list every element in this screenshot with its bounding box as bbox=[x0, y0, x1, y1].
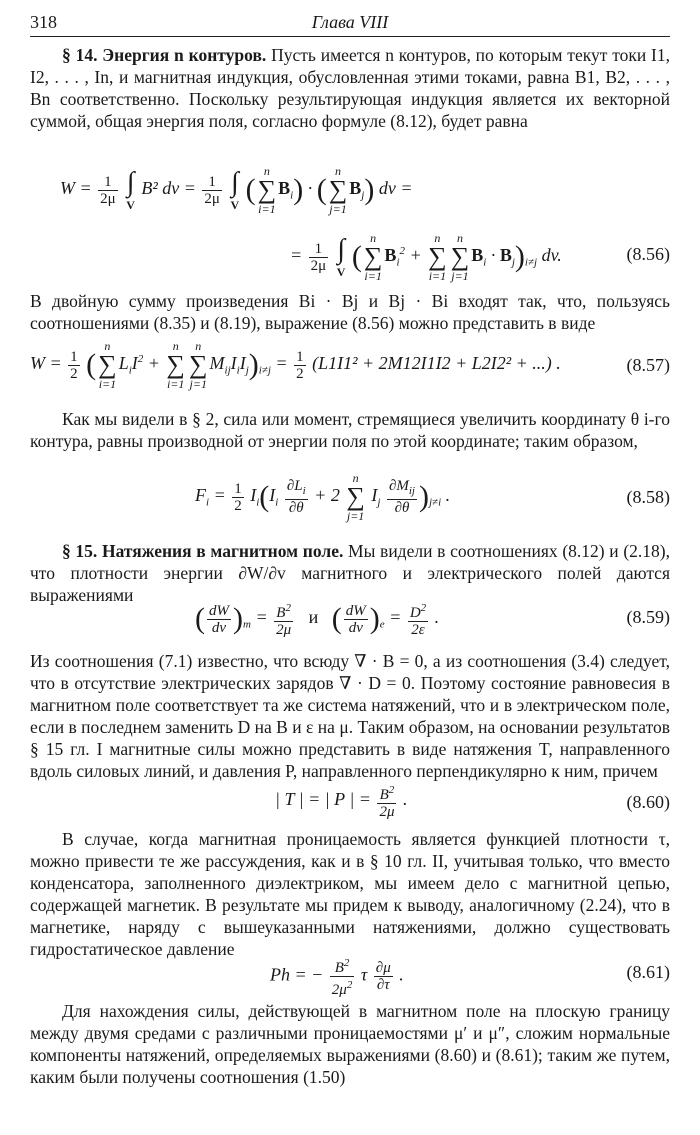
eq-number-8-57: (8.57) bbox=[626, 355, 670, 375]
eq856-middle: B² dv = bbox=[141, 178, 196, 199]
eq-number-8-56: (8.56) bbox=[626, 244, 670, 264]
eq-number-8-58: (8.58) bbox=[626, 487, 670, 507]
equation-8-59: ( $\frac{dW}{dv}$ )$_m$ = $\frac{B^2}{2\mu}$ и ( $\frac{dW}{dv}$ )$_e$ = $\frac{D^2}{2\varepsilon}$ . bbox=[195, 602, 440, 638]
page-number: 318 bbox=[30, 12, 57, 32]
section15-para2: Из соотношения (7.1) известно, что всюду ∇ · B = 0, а из соотношения (3.4) следует, что в отсутствие электрических зарядов ∇ · D = 0. Поэтому состояние равновесия в магнитном поле соответствует та же система натяжений, что и в электрическом поле, если в последнем заменить D на B и ε на μ. Таким образом, на основании результатов § 15 гл. I магнитные силы можно представить в виде натяжения T, направленного вдоль силовых линий, и давления P, направленного перпендикулярно к ним, причем bbox=[30, 651, 670, 781]
page-header bbox=[30, 10, 670, 37]
equation-8-56-line2: = $\frac{1}{2\mu}$ ∫ V ( n ∑ i=1 $B_i^2$ + n ∑ i=1 n ∑ j=1 $B_i \cdot B_j)_{i\ne j}$ dv. bbox=[290, 231, 562, 283]
section14-after-857: Как мы видели в § 2, сила или момент, стремящиеся увеличить координату θ i-го контура, равны производной от энергии поля по этой координате; таким образом, bbox=[30, 409, 670, 451]
section14-intro bbox=[30, 44, 670, 132]
section15-heading: § 15. Натяжения в магнитном поле. bbox=[62, 541, 344, 561]
section15-para4: Для нахождения силы, действующей в магнитном поле на плоскую границу между двумя средами с различными проницаемостями μ′ и μ″, сложим нормальные компоненты натяжений, определяемых выражениями (8.60) и (8.61); таким же путем, каким были получены соотношения (1.50) bbox=[30, 1001, 670, 1087]
section14-heading: § 14. Энергия n контуров. bbox=[62, 45, 267, 65]
section15-para3: В случае, когда магнитная проницаемость является функцией плотности τ, можно привести те же рассуждения, как и в § 10 гл. II, учитывая только, что вместо конденсатора, заполненного диэлектриком, мы имеем дело с магнитной цепью, содержащей магнетик. В результате мы придем к выводу, аналогичному (2.24), что в магнетике, наряду с вышеуказанными натяжениями, должно существовать гидростатическое давление bbox=[30, 829, 670, 959]
equation-8-58: $F_i$ = $\frac{1}{2}$ $I_i(I_i$ $\frac{\partial L_i}{\partial\theta}$ + 2 n ∑ j=1 $I_j$ $\frac{\partial M_{ij}}{\partial\theta}$ )$_{j\ne i}$ . bbox=[195, 471, 451, 523]
eq-number-8-60: (8.60) bbox=[626, 792, 670, 812]
eq859-and: и bbox=[308, 607, 319, 628]
section14-intro-text: Пусть имеется n контуров, по которым текут токи I1, I2, . . . , In, и магнитная индукция, обусловленная этими токами, равна B1, B2, . . . , Bn соответственно. Поскольку результирующая индукция является их векторной суммой, общая энергия поля, согласно формуле (8.12), будет равна bbox=[30, 45, 671, 131]
eq-number-8-61: (8.61) bbox=[626, 962, 670, 982]
equation-8-60: | T | = | P | = $\frac{B^2}{2\mu}$ . bbox=[275, 784, 408, 820]
eq860-lhs: | T | = | P | = bbox=[275, 789, 371, 810]
running-title: Глава VIII bbox=[311, 12, 389, 32]
section14-after-856: В двойную сумму произведения Bi · Bj и Bj · Bi входят так, что, пользуясь соотношениями (8.35) и (8.19), выражение (8.56) можно представить в виде bbox=[30, 291, 670, 333]
section15-intro bbox=[30, 540, 670, 606]
eq856-lhs: W = bbox=[60, 178, 92, 199]
equation-8-57: W = $\frac{1}{2}$ ( n ∑ i=1 $L_iI^2$ + n ∑ i=1 n ∑ j=1 $M_{ij}I_iI_j)_{i\ne j}$ = $\frac{1}{2}$ (L1I1² + 2M12I1I2 + L2I2² + ...) . bbox=[30, 339, 561, 391]
eq-number-8-59: (8.59) bbox=[626, 607, 670, 627]
equation-8-56-line1: W = $\frac{1}{2\mu}$ ∫ V B² dv = $\frac{1}{2\mu}$ ∫ V ( n ∑ i=1 $B_i$) · ( n ∑ j=1 $B_j$) dv = bbox=[60, 164, 413, 216]
section15-intro-text: Мы видели в соотношениях (8.12) и (2.18), что плотности энергии ∂W/∂v магнитного и электрического полей даются выражениями bbox=[30, 541, 671, 605]
equation-8-61: Ph = − $\frac{B^2}{2\mu^2}$ τ $\frac{\partial\mu}{\partial\tau}$ . bbox=[270, 957, 404, 998]
eq857-rhs: (L1I1² + 2M12I1I2 + L2I2² + ...) bbox=[312, 353, 552, 374]
eq861-lhs: Ph = − bbox=[270, 964, 324, 985]
